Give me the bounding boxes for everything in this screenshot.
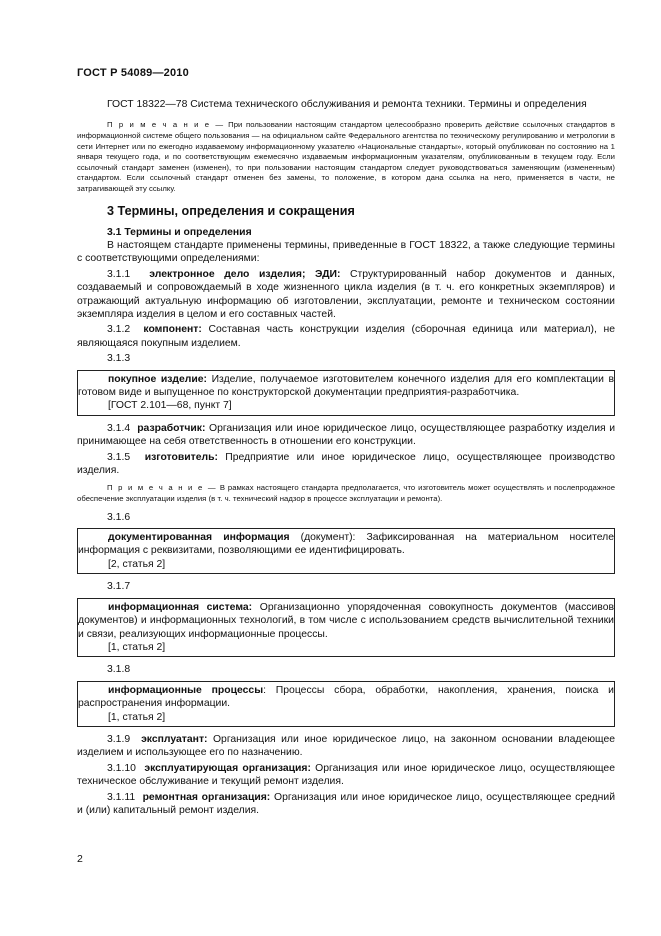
note-text: В рамках настоящего стандарта предполагается, что изготовитель может осуществлять и послепродажное обеспечение эксплуатации изделия (в т. ч. технический надзор в процессе эксплуатации и ремонта).	[77, 483, 616, 504]
term-number-3-1-6: 3.1.6	[107, 511, 131, 523]
term-name: информационные процессы	[108, 684, 264, 696]
term-name: информационная система:	[108, 601, 253, 613]
term-3-1-4	[77, 422, 615, 449]
term-3-1-5	[77, 451, 615, 478]
term-3-1-11	[77, 791, 615, 818]
term-3-1-8	[78, 684, 614, 711]
document-header: ГОСТ Р 54089—2010	[77, 67, 189, 79]
term-name: эксплуатант:	[141, 733, 208, 745]
term-definition: Составная часть конструкции изделия (сборочная единица или материал), не являющаяся покупным изделием.	[77, 324, 616, 349]
note-text: При пользовании настоящим стандартом целесообразно проверить действие ссылочных стандартов в информационной системе общего пользования — на официальном сайте Федерального агентства по техническому регулированию и метрологии в сети Интернет или по ежегодно издаваемому информационному указателю «Национальные стандарты», который опубликован по состоянию на 1 января текущего года, и по соответствующим ежемесячно издаваемым информационным указателям, опубликованным в текущем году. Если ссылочный стандарт заменен (изменен), то при пользовании настоящим стандартом следует руководствоваться заменяющим (измененным) стандартом. Если ссылочный стандарт отменен без замены, то положение, в котором дана ссылка на него, применяется в части, не затрагивающей эту ссылку.	[77, 120, 615, 193]
term-name: документированная информация	[108, 532, 290, 544]
term-box-3-1-7	[77, 598, 615, 658]
term-number-3-1-7: 3.1.7	[107, 581, 131, 593]
term-definition: (документ): Зафиксированная на материальном носителе информация с реквизитами, позволяющими ее идентифицировать.	[78, 532, 614, 557]
section-title: 3 Термины, определения и сокращения	[107, 203, 355, 218]
term-definition: Организация или иное юридическое лицо, осуществляющее разработку изделия и принимающее на себя ответственность в отношении его конструкции.	[77, 422, 616, 448]
term-number: 3.1.4	[107, 422, 131, 434]
term-number: 3.1.11	[107, 791, 136, 803]
term-definition: : Процессы сбора, обработки, накопления, хранения, поиска и распространения информации.	[78, 684, 614, 710]
term-number: 3.1.5	[107, 451, 131, 463]
term-box-3-1-6	[77, 528, 615, 574]
term-name: покупное изделие:	[108, 373, 207, 385]
term-number-3-1-3: 3.1.3	[107, 353, 131, 365]
term-name: разработчик:	[137, 422, 206, 434]
note-label: П р и м е ч а н и е —	[107, 483, 217, 493]
term-3-1-2	[77, 323, 615, 350]
term-name: компонент:	[143, 324, 202, 336]
term-3-1-1	[77, 268, 615, 322]
term-number: 3.1.10	[107, 762, 136, 774]
term-source: [1, статья 2]	[108, 641, 166, 653]
note-references	[77, 120, 615, 194]
term-number: 3.1.1	[107, 268, 131, 280]
term-3-1-9	[77, 733, 615, 760]
term-3-1-3	[78, 373, 614, 400]
term-box-3-1-3	[77, 370, 615, 416]
term-definition: Организация или иное юридическое лицо, на законном основании владеющее изделием и использующее его по назначению.	[77, 733, 616, 759]
term-number: 3.1.9	[107, 733, 131, 745]
term-definition: Организационно упорядоченная совокупность документов (массивов документов) и информационных технологий, в том числе с использованием средств вычислительной техники и связи, реализующих информационные процессы.	[78, 601, 614, 640]
term-definition: Организация или иное юридическое лицо, осуществляющее средний и (или) капитальный ремонт изделия.	[77, 791, 616, 816]
note-label: П р и м е ч а н и е —	[107, 120, 225, 130]
section-intro: В настоящем стандарте применены термины, приведенные в ГОСТ 18322, а также следующие термины с соответствующими определениями:	[77, 239, 615, 265]
page-number: 2	[77, 853, 83, 865]
normative-reference: ГОСТ 18322—78 Система технического обслуживания и ремонта техники. Термины и определения	[107, 99, 587, 110]
term-source: [2, статья 2]	[108, 558, 166, 570]
term-3-1-10	[77, 762, 615, 789]
term-definition: Организация или иное юридическое лицо, осуществляющее техническое обслуживание и текущий ремонт изделия.	[77, 762, 615, 788]
term-name: эксплуатирующая организация:	[144, 762, 311, 774]
term-box-3-1-8	[77, 681, 615, 727]
term-source: [ГОСТ 2.101—68, пункт 7]	[108, 400, 232, 412]
term-number-3-1-8: 3.1.8	[107, 664, 131, 676]
term-definition: Предприятие или иное юридическое лицо, осуществляющее производство изделия.	[77, 451, 616, 477]
term-source: [1, статья 2]	[108, 711, 166, 723]
term-name: изготовитель:	[144, 451, 218, 463]
term-number: 3.1.2	[107, 324, 131, 336]
page-content	[77, 98, 615, 817]
term-definition: Изделие, получаемое изготовителем конечного изделия для его комплектации в готовом виде и выпущенное по конструкторской документации предприятия-разработчика.	[78, 373, 614, 399]
term-name: электронное дело изделия; ЭДИ:	[149, 268, 341, 280]
note-manufacturer	[77, 483, 615, 504]
term-3-1-7	[78, 601, 614, 641]
subsection-title: 3.1 Термины и определения	[107, 226, 252, 238]
term-name: ремонтная организация:	[142, 791, 271, 803]
term-definition: Структурированный набор документов и данных, создаваемый и сопровождаемый в ходе жизненного цикла изделия (в т. ч. его конкретных экземпляров) и отражающий актуальную информацию об изготовлении, эксплуатации, ремонте и техническом состоянии экземпляра изделия в целом и его составных частей.	[77, 268, 615, 320]
term-3-1-6	[78, 531, 614, 558]
